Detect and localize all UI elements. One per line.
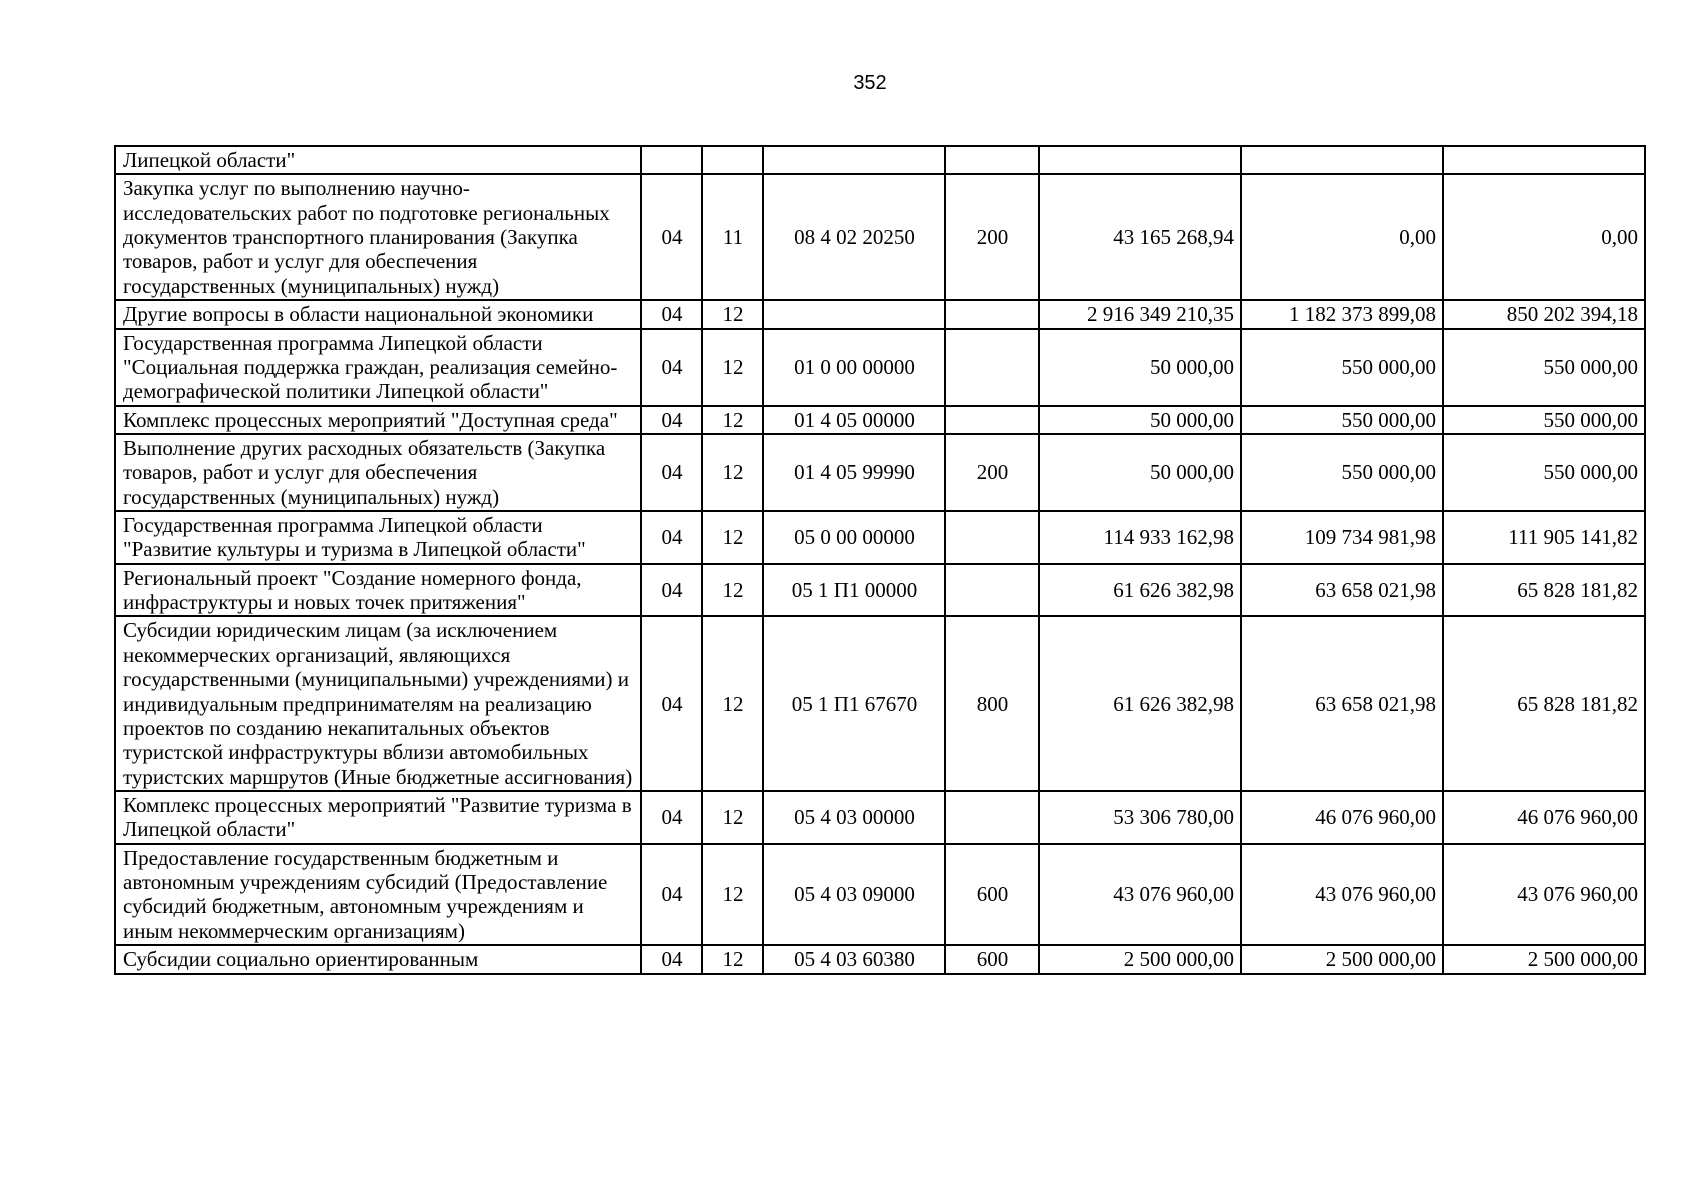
table-row: [115, 146, 1645, 174]
amount-year1-cell: 61 626 382,98: [1039, 616, 1241, 791]
subsection-code-cell: 12: [702, 329, 763, 406]
target-article-cell: 01 4 05 00000: [763, 406, 945, 434]
subsection-code-cell: 12: [702, 616, 763, 791]
row-name-cell: Предоставление государственным бюджетным и автономным учреждениям субсидий (Предоставление субсидий бюджетным, автономным учреждениям и иным некоммерческим организациям): [115, 844, 641, 945]
subsection-code-cell: 12: [702, 844, 763, 945]
amount-year2-cell: 550 000,00: [1241, 406, 1443, 434]
target-article-cell: 05 1 П1 67670: [763, 616, 945, 791]
section-code-cell: 04: [641, 511, 702, 564]
amount-year2-cell: 46 076 960,00: [1241, 791, 1443, 844]
expense-type-cell: 200: [945, 174, 1039, 300]
subsection-code-cell: 12: [702, 511, 763, 564]
amount-year2-cell: 1 182 373 899,08: [1241, 300, 1443, 328]
expense-type-cell: 600: [945, 945, 1039, 973]
amount-year3-cell: [1443, 146, 1645, 174]
target-article-cell: 01 4 05 99990: [763, 434, 945, 511]
target-article-cell: 05 4 03 60380: [763, 945, 945, 973]
target-article-cell: 08 4 02 20250: [763, 174, 945, 300]
amount-year1-cell: 43 076 960,00: [1039, 844, 1241, 945]
section-code-cell: [641, 146, 702, 174]
section-code-cell: 04: [641, 564, 702, 617]
section-code-cell: 04: [641, 434, 702, 511]
subsection-code-cell: 12: [702, 406, 763, 434]
table-row: [115, 329, 1645, 406]
expense-type-cell: [945, 300, 1039, 328]
table-row: [115, 434, 1645, 511]
expense-type-cell: 800: [945, 616, 1039, 791]
amount-year1-cell: 2 916 349 210,35: [1039, 300, 1241, 328]
table-row: [115, 300, 1645, 328]
section-code-cell: 04: [641, 329, 702, 406]
table-row: [115, 616, 1645, 791]
section-code-cell: 04: [641, 406, 702, 434]
subsection-code-cell: 11: [702, 174, 763, 300]
amount-year1-cell: 61 626 382,98: [1039, 564, 1241, 617]
amount-year2-cell: 109 734 981,98: [1241, 511, 1443, 564]
row-name-cell: Государственная программа Липецкой области "Развитие культуры и туризма в Липецкой области": [115, 511, 641, 564]
amount-year1-cell: [1039, 146, 1241, 174]
target-article-cell: 01 0 00 00000: [763, 329, 945, 406]
expense-type-cell: [945, 406, 1039, 434]
table-row: [115, 945, 1645, 973]
expense-type-cell: 200: [945, 434, 1039, 511]
amount-year3-cell: 2 500 000,00: [1443, 945, 1645, 973]
expense-type-cell: [945, 329, 1039, 406]
target-article-cell: [763, 300, 945, 328]
subsection-code-cell: 12: [702, 945, 763, 973]
row-name-cell: Субсидии юридическим лицам (за исключением некоммерческих организаций, являющихся государственными (муниципальными) учреждениями) и индивидуальным предпринимателям на реализацию проектов по созданию некапитальных объектов туристской инфраструктуры вблизи автомобильных туристских маршрутов (Иные бюджетные ассигнования): [115, 616, 641, 791]
amount-year3-cell: 550 000,00: [1443, 329, 1645, 406]
row-name-cell: Комплекс процессных мероприятий "Развитие туризма в Липецкой области": [115, 791, 641, 844]
section-code-cell: 04: [641, 791, 702, 844]
amount-year3-cell: 550 000,00: [1443, 406, 1645, 434]
row-name-cell: Государственная программа Липецкой области "Социальная поддержка граждан, реализация семейно-демографической политики Липецкой области": [115, 329, 641, 406]
amount-year3-cell: 65 828 181,82: [1443, 616, 1645, 791]
amount-year2-cell: [1241, 146, 1443, 174]
amount-year2-cell: 63 658 021,98: [1241, 616, 1443, 791]
section-code-cell: 04: [641, 844, 702, 945]
amount-year3-cell: 0,00: [1443, 174, 1645, 300]
expense-type-cell: [945, 146, 1039, 174]
row-name-cell: Выполнение других расходных обязательств (Закупка товаров, работ и услуг для обеспечения государственных (муниципальных) нужд): [115, 434, 641, 511]
amount-year3-cell: 550 000,00: [1443, 434, 1645, 511]
page-number: 352: [853, 72, 887, 94]
amount-year2-cell: 550 000,00: [1241, 329, 1443, 406]
subsection-code-cell: 12: [702, 564, 763, 617]
amount-year2-cell: 0,00: [1241, 174, 1443, 300]
budget-table: [114, 145, 1646, 975]
table-row: [115, 406, 1645, 434]
amount-year3-cell: 65 828 181,82: [1443, 564, 1645, 617]
table-row: [115, 791, 1645, 844]
amount-year2-cell: 550 000,00: [1241, 434, 1443, 511]
amount-year1-cell: 114 933 162,98: [1039, 511, 1241, 564]
table-row: [115, 564, 1645, 617]
amount-year1-cell: 50 000,00: [1039, 406, 1241, 434]
amount-year1-cell: 53 306 780,00: [1039, 791, 1241, 844]
table-body: [115, 146, 1645, 974]
target-article-cell: 05 0 00 00000: [763, 511, 945, 564]
amount-year1-cell: 2 500 000,00: [1039, 945, 1241, 973]
expense-type-cell: [945, 791, 1039, 844]
section-code-cell: 04: [641, 174, 702, 300]
expense-type-cell: [945, 511, 1039, 564]
section-code-cell: 04: [641, 945, 702, 973]
section-code-cell: 04: [641, 300, 702, 328]
amount-year1-cell: 43 165 268,94: [1039, 174, 1241, 300]
target-article-cell: 05 4 03 00000: [763, 791, 945, 844]
subsection-code-cell: 12: [702, 300, 763, 328]
amount-year1-cell: 50 000,00: [1039, 434, 1241, 511]
subsection-code-cell: 12: [702, 434, 763, 511]
row-name-cell: Другие вопросы в области национальной экономики: [115, 300, 641, 328]
row-name-cell: Липецкой области": [115, 146, 641, 174]
table-row: [115, 511, 1645, 564]
subsection-code-cell: 12: [702, 791, 763, 844]
target-article-cell: 05 4 03 09000: [763, 844, 945, 945]
amount-year2-cell: 43 076 960,00: [1241, 844, 1443, 945]
subsection-code-cell: [702, 146, 763, 174]
amount-year3-cell: 46 076 960,00: [1443, 791, 1645, 844]
expense-type-cell: [945, 564, 1039, 617]
section-code-cell: 04: [641, 616, 702, 791]
row-name-cell: Субсидии социально ориентированным: [115, 945, 641, 973]
amount-year1-cell: 50 000,00: [1039, 329, 1241, 406]
table-row: [115, 174, 1645, 300]
row-name-cell: Региональный проект "Создание номерного фонда, инфраструктуры и новых точек притяжения": [115, 564, 641, 617]
amount-year3-cell: 43 076 960,00: [1443, 844, 1645, 945]
amount-year2-cell: 63 658 021,98: [1241, 564, 1443, 617]
target-article-cell: [763, 146, 945, 174]
row-name-cell: Комплекс процессных мероприятий "Доступная среда": [115, 406, 641, 434]
target-article-cell: 05 1 П1 00000: [763, 564, 945, 617]
amount-year2-cell: 2 500 000,00: [1241, 945, 1443, 973]
amount-year3-cell: 111 905 141,82: [1443, 511, 1645, 564]
row-name-cell: Закупка услуг по выполнению научно-исследовательских работ по подготовке региональных документов транспортного планирования (Закупка товаров, работ и услуг для обеспечения государственных (муниципальных) нужд): [115, 174, 641, 300]
expense-type-cell: 600: [945, 844, 1039, 945]
amount-year3-cell: 850 202 394,18: [1443, 300, 1645, 328]
table-row: [115, 844, 1645, 945]
